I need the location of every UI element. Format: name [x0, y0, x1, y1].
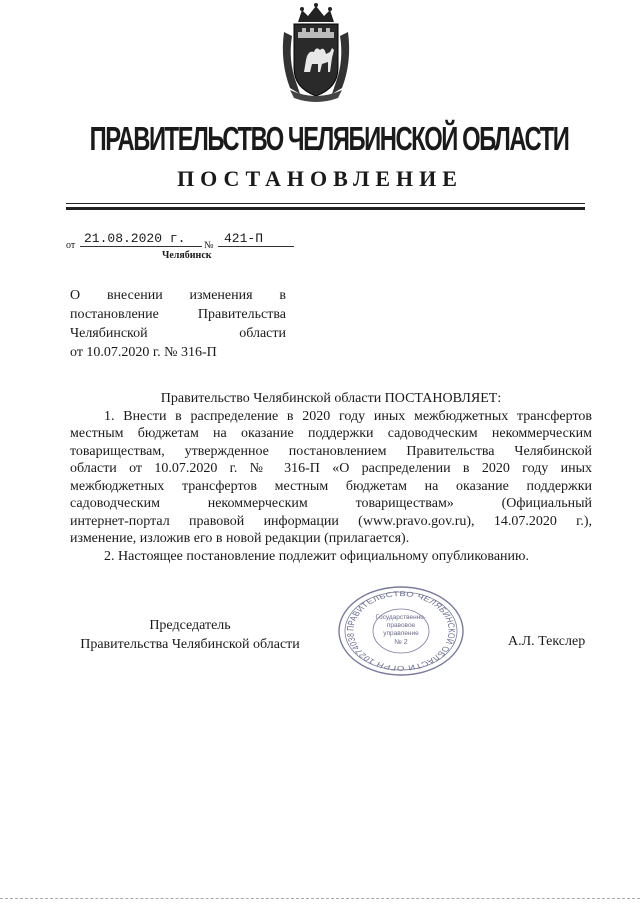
government-name-heading: ПРАВИТЕЛЬСТВО ЧЕЛЯБИНСКОЙ ОБЛАСТИ — [89, 120, 569, 157]
signatory-title-line: Председатель — [149, 618, 231, 633]
paragraph-1-line: 1. Внести в распределение в 2020 году иных межбюджетных трансфертов — [104, 408, 592, 424]
official-stamp — [337, 586, 465, 676]
paragraph-1-line: межбюджетных трансфертов местным бюджетам на оказание поддержки — [70, 478, 592, 494]
document-body — [70, 390, 592, 565]
subject-line: постановление Правительства — [70, 307, 286, 322]
header-rule-thick — [66, 207, 585, 210]
coat-of-arms-emblem — [276, 2, 356, 102]
subject-line: О внесении изменения в — [70, 288, 286, 303]
paragraph-1-line: садоводческим некоммерческим товариществам» (Официальный — [70, 496, 592, 511]
stamp-center-line: № 2 — [394, 639, 408, 646]
paragraph-1-line: товариществам, утвержденное постановлением Правительства Челябинской — [70, 443, 592, 459]
paragraph-1-line: интернет-портал правовой информации (www.pravo.gov.ru), 14.07.2020 г.), — [70, 513, 592, 529]
subject-line: Челябинской области — [70, 326, 286, 341]
signatory-name: А.Л. Текслер — [508, 634, 586, 649]
document-number: 421-П — [224, 231, 264, 246]
body-intro: Правительство Челябинской области ПОСТАНОВЛЯЕТ: — [160, 391, 502, 406]
subject-line: от 10.07.2020 г. № 316-П — [70, 345, 217, 360]
page-bottom-edge — [0, 898, 640, 899]
stamp-center-line: управление — [383, 630, 419, 637]
paragraph-1-line: местным бюджетам на оказание поддержки садоводческим некоммерческим — [70, 426, 592, 441]
document-subject — [70, 286, 286, 362]
document-type-heading: ПОСТАНОВЛЕНИЕ — [177, 166, 463, 191]
signatory-title-line: Правительства Челябинской области — [80, 637, 300, 652]
number-prefix-label: № — [204, 240, 214, 251]
paragraph-1-line: изменение, изложив его в новой редакции (прилагается). — [70, 531, 410, 546]
stamp-center-line: Государственно- — [375, 614, 427, 621]
city-label: Челябинск — [162, 250, 212, 261]
date-prefix-label: от — [66, 240, 76, 251]
document-date: 21.08.2020 г. — [84, 231, 186, 246]
stamp-ring-text: ПРАВИТЕЛЬСТВО ЧЕЛЯБИНСКОЙ ОБЛАСТИ ОГРН 10274038 — [344, 589, 458, 673]
number-underline — [218, 246, 294, 247]
stamp-center-line: правовое — [386, 622, 416, 629]
paragraph-2: 2. Настоящее постановление подлежит официальному опубликованию. — [104, 548, 529, 564]
signatory-title — [70, 616, 310, 654]
date-underline — [80, 246, 202, 247]
header-rule-thin — [66, 203, 585, 204]
paragraph-1-line: области от 10.07.2020 г. № 316-П «О распределении в 2020 году иных — [70, 461, 592, 476]
